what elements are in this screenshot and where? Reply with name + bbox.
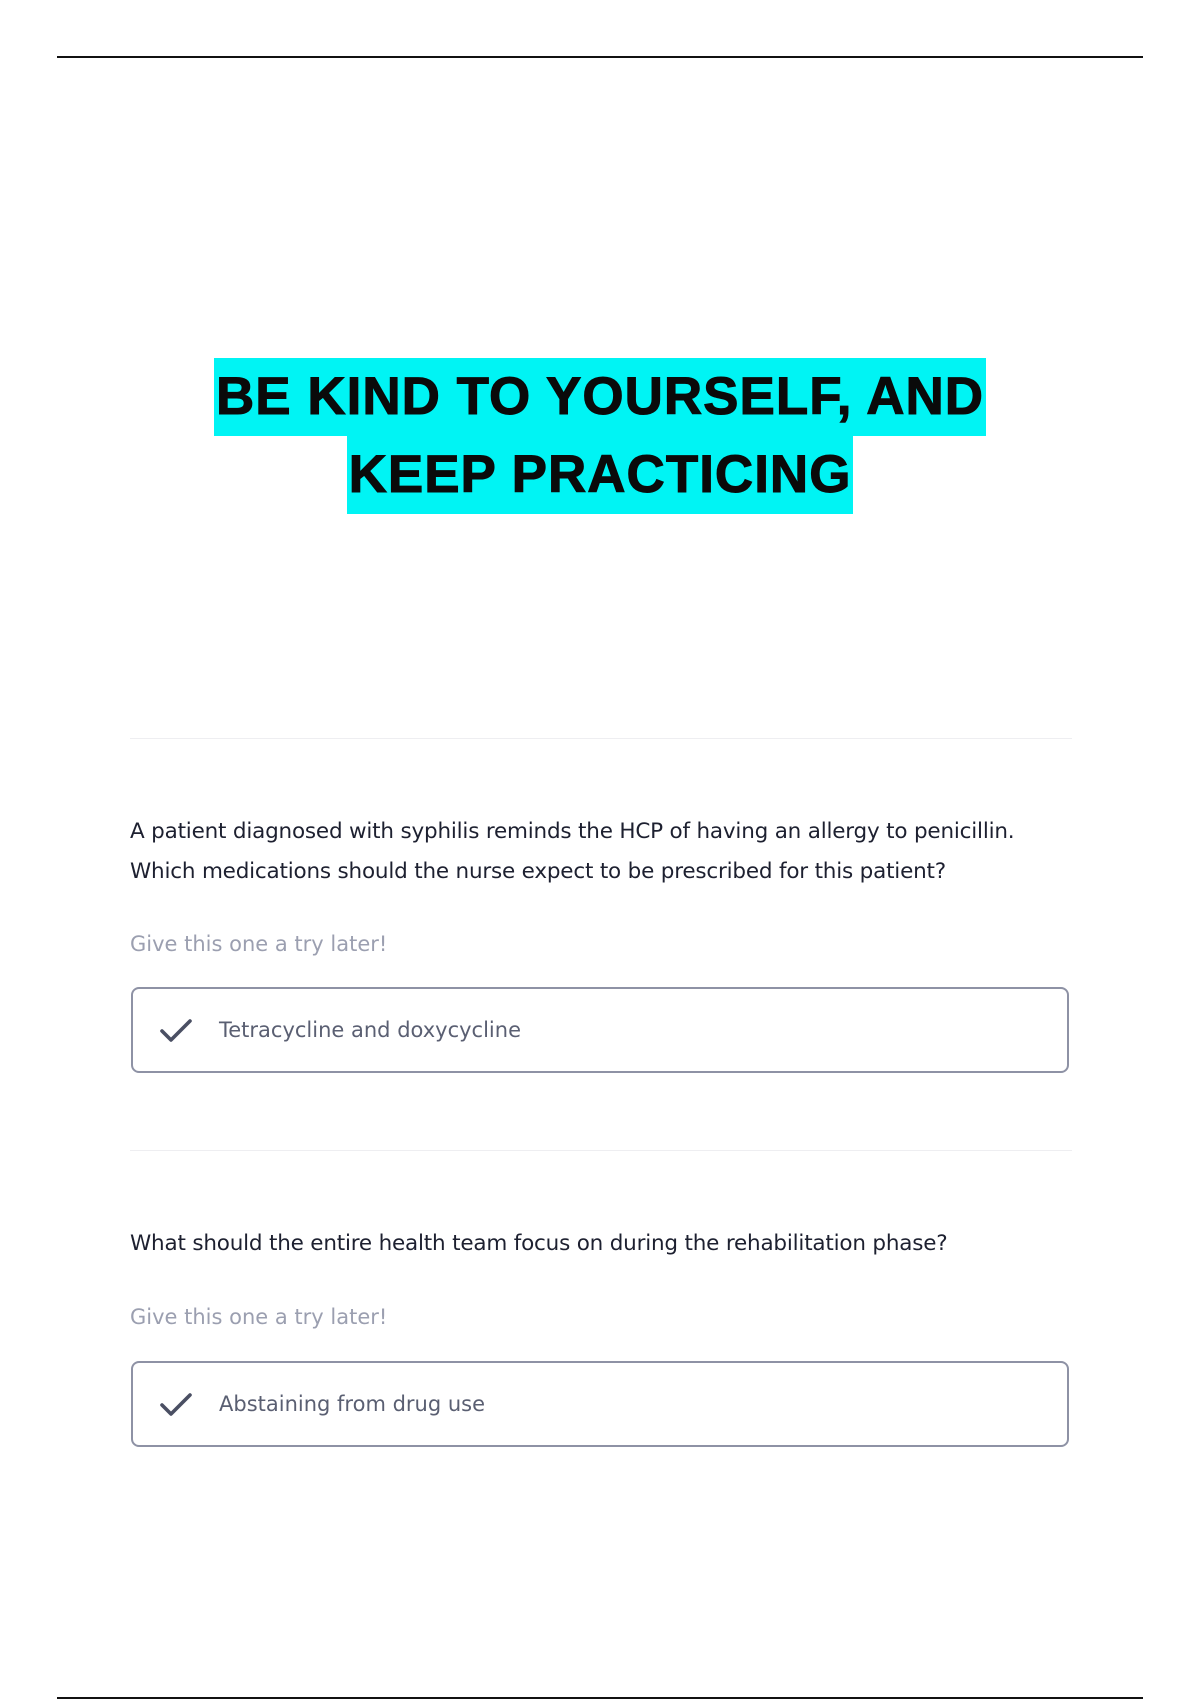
question-prompt-line: What should the entire health team focus on during the rehabilitation phase? <box>130 1231 948 1256</box>
answer-text: Abstaining from drug use <box>219 1392 486 1416</box>
question-prompt-line: A patient diagnosed with syphilis reminds the HCP of having an allergy to penicillin. <box>130 819 1015 844</box>
answer-text: Tetracycline and doxycycline <box>219 1018 521 1042</box>
check-icon <box>159 1017 193 1045</box>
try-later-hint: Give this one a try later! <box>130 1305 388 1329</box>
motivational-banner <box>0 358 1200 514</box>
question-prompt <box>130 812 1090 892</box>
question-prompt-line: Which medications should the nurse expect to be prescribed for this patient? <box>130 859 946 884</box>
page-top-rule <box>57 56 1143 58</box>
section-divider <box>130 1150 1072 1151</box>
try-later-hint: Give this one a try later! <box>130 932 388 956</box>
answer-option[interactable] <box>131 1361 1069 1447</box>
page-bottom-rule <box>57 1697 1143 1699</box>
banner-line-1: BE KIND TO YOURSELF, AND <box>214 358 986 436</box>
banner-line-2: KEEP PRACTICING <box>347 436 854 514</box>
question-prompt <box>130 1224 1090 1264</box>
check-icon <box>159 1391 193 1419</box>
section-divider <box>130 738 1072 739</box>
answer-option[interactable] <box>131 987 1069 1073</box>
